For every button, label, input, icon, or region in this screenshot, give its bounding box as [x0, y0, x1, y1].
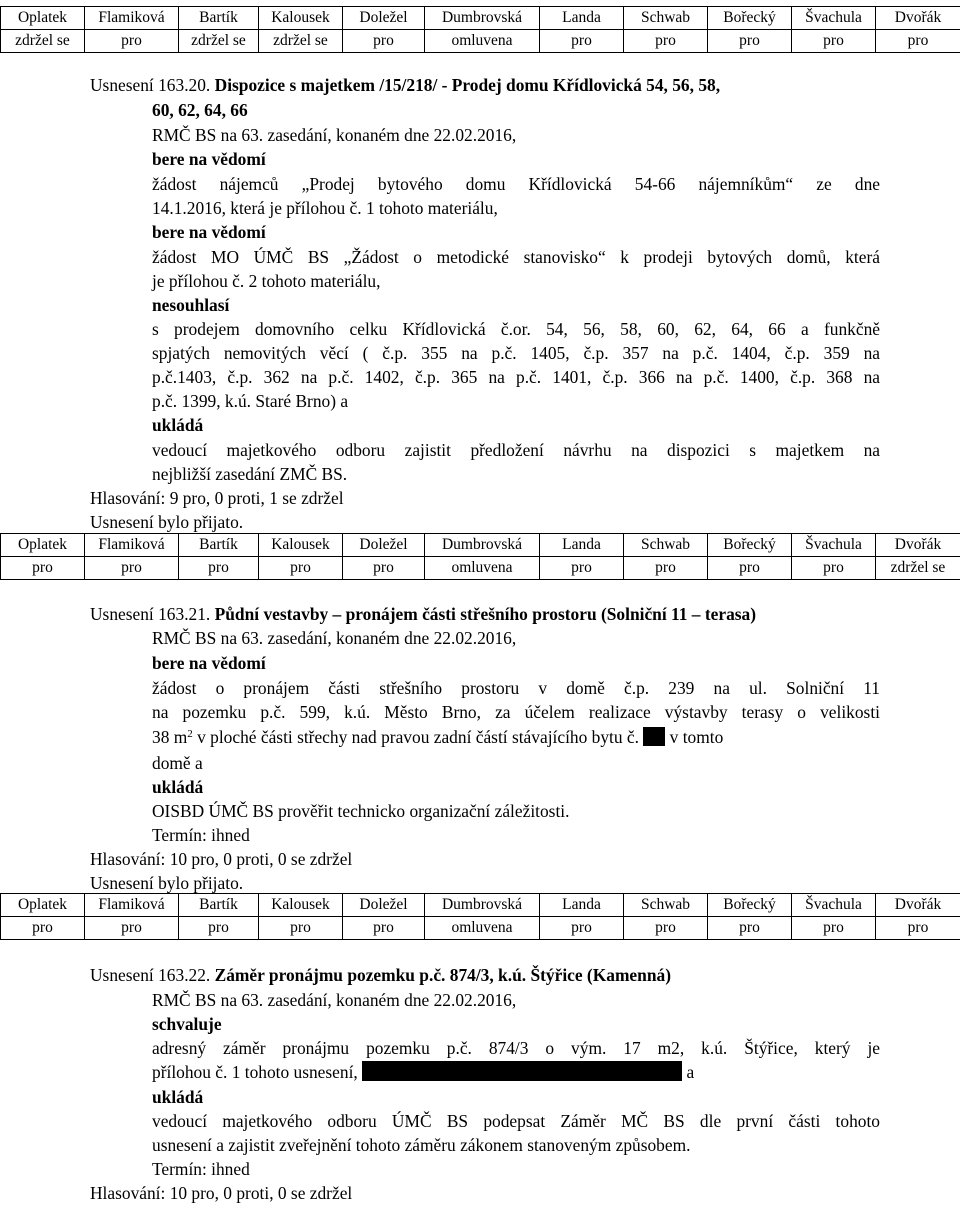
- member-names-row: [1, 894, 960, 917]
- verb-bere-na-vedomi: bere na vědomí: [152, 221, 880, 244]
- vote-cell: zdržel se: [179, 30, 259, 53]
- resolution-163-20-heading: [90, 74, 920, 97]
- member-name-cell: Flamiková: [85, 7, 179, 30]
- vote-cell: pro: [624, 557, 708, 580]
- member-name-cell: Švachula: [792, 7, 876, 30]
- vote-values-row: [1, 917, 960, 940]
- member-name-cell: Doležel: [343, 534, 425, 557]
- member-name-cell: Švachula: [792, 894, 876, 917]
- vote-cell: zdržel se: [1, 30, 85, 53]
- vote-cell: pro: [259, 557, 343, 580]
- text-fragment: a: [682, 1062, 694, 1082]
- voting-result: Hlasování: 9 pro, 0 proti, 1 se zdržel: [90, 487, 920, 510]
- vote-cell: pro: [540, 557, 624, 580]
- vote-values-row: [1, 30, 960, 53]
- vote-cell: pro: [343, 557, 425, 580]
- resolution-163-21-heading: [90, 603, 920, 626]
- vote-cell: pro: [259, 917, 343, 940]
- vote-cell: pro: [85, 557, 179, 580]
- text-line-with-redaction: [152, 1061, 880, 1084]
- member-names-row: [1, 7, 960, 30]
- vote-cell: pro: [540, 30, 624, 53]
- vote-cell: omluvena: [425, 557, 540, 580]
- member-name-cell: Landa: [540, 894, 624, 917]
- redaction-box: [362, 1061, 682, 1081]
- vote-cell: pro: [624, 917, 708, 940]
- vote-cell: pro: [1, 917, 85, 940]
- vote-table-1: [0, 6, 960, 53]
- vote-cell: omluvena: [425, 917, 540, 940]
- member-name-cell: Landa: [540, 7, 624, 30]
- text-line: nejbližší zasedání ZMČ BS.: [152, 463, 880, 486]
- vote-cell: zdržel se: [876, 557, 960, 580]
- member-name-cell: Bořecký: [708, 534, 792, 557]
- text-line: OISBD ÚMČ BS prověřit technicko organizační záležitosti.: [152, 800, 880, 823]
- member-name-cell: Oplatek: [1, 534, 85, 557]
- adopted-status: Usnesení bylo přijato.: [90, 872, 920, 895]
- vote-cell: pro: [343, 917, 425, 940]
- member-name-cell: Bořecký: [708, 7, 792, 30]
- redaction-box: [643, 727, 665, 746]
- text-line: je přílohou č. 2 tohoto materiálu,: [152, 270, 880, 293]
- member-name-cell: Kalousek: [259, 894, 343, 917]
- vote-cell: pro: [343, 30, 425, 53]
- resolution-title: Dispozice s majetkem /15/218/ - Prodej domu Křídlovická 54, 56, 58,: [215, 75, 720, 95]
- vote-cell: pro: [876, 30, 960, 53]
- vote-cell: zdržel se: [259, 30, 343, 53]
- member-name-cell: Oplatek: [1, 7, 85, 30]
- verb-bere-na-vedomi: bere na vědomí: [152, 652, 880, 675]
- resolution-number: Usnesení 163.21.: [90, 604, 210, 624]
- vote-cell: pro: [792, 557, 876, 580]
- member-name-cell: Dvořák: [876, 534, 960, 557]
- resolution-number: Usnesení 163.22.: [90, 965, 210, 985]
- member-name-cell: Bartík: [179, 7, 259, 30]
- resolution-title: Záměr pronájmu pozemku p.č. 874/3, k.ú. Štýřice (Kamenná): [215, 965, 671, 985]
- vote-cell: pro: [179, 917, 259, 940]
- verb-uklada: ukládá: [152, 1086, 880, 1109]
- resolution-number: Usnesení 163.20.: [90, 75, 210, 95]
- text-line: vedoucí majetkového odboru ÚMČ BS podepsat Záměr MČ BS dle první části tohoto: [152, 1110, 880, 1133]
- vote-values-row: [1, 557, 960, 580]
- rmc-meeting-line: RMČ BS na 63. zasedání, konaném dne 22.02.2016,: [152, 124, 880, 147]
- member-name-cell: Schwab: [624, 534, 708, 557]
- vote-cell: pro: [179, 557, 259, 580]
- rmc-meeting-line: RMČ BS na 63. zasedání, konaném dne 22.02.2016,: [152, 989, 880, 1012]
- text-line: s prodejem domovního celku Křídlovická č.or. 54, 56, 58, 60, 62, 64, 66 a funkčně: [152, 318, 880, 341]
- rmc-meeting-line: RMČ BS na 63. zasedání, konaném dne 22.02.2016,: [152, 627, 880, 650]
- text-line: 14.1.2016, která je přílohou č. 1 tohoto materiálu,: [152, 197, 880, 220]
- member-name-cell: Schwab: [624, 894, 708, 917]
- text-fragment: 38 m: [152, 727, 187, 747]
- member-name-cell: Flamiková: [85, 534, 179, 557]
- vote-cell: pro: [792, 917, 876, 940]
- text-line: usnesení a zajistit zveřejnění tohoto záměru zákonem stanoveným způsobem.: [152, 1134, 880, 1157]
- verb-schvaluje: schvaluje: [152, 1013, 880, 1036]
- text-line-with-redaction: [152, 726, 880, 749]
- text-line: spjatých nemovitých věcí ( č.p. 355 na p.č. 1405, č.p. 357 na p.č. 1404, č.p. 359 na: [152, 342, 880, 365]
- member-name-cell: Kalousek: [259, 7, 343, 30]
- member-name-cell: Dvořák: [876, 894, 960, 917]
- vote-cell: pro: [85, 30, 179, 53]
- verb-nesouhlasi: nesouhlasí: [152, 294, 880, 317]
- member-name-cell: Landa: [540, 534, 624, 557]
- vote-cell: pro: [85, 917, 179, 940]
- text-line: na pozemku p.č. 599, k.ú. Město Brno, za účelem realizace výstavby terasy o velikosti: [152, 701, 880, 724]
- member-name-cell: Schwab: [624, 7, 708, 30]
- vote-table-2: [0, 533, 960, 580]
- member-names-row: [1, 534, 960, 557]
- member-name-cell: Bořecký: [708, 894, 792, 917]
- text-line: p.č.1403, č.p. 362 na p.č. 1402, č.p. 365 na p.č. 1401, č.p. 366 na p.č. 1400, č.p. 368 na: [152, 366, 880, 389]
- text-line: žádost nájemců „Prodej bytového domu Křídlovická 54-66 nájemníkům“ ze dne: [152, 173, 880, 196]
- superscript: 2: [187, 728, 193, 740]
- vote-cell: pro: [1, 557, 85, 580]
- vote-table-3: [0, 893, 960, 940]
- vote-cell: pro: [708, 917, 792, 940]
- member-name-cell: Bartík: [179, 534, 259, 557]
- text-fragment: v ploché části střechy nad pravou zadní částí stávajícího bytu č.: [193, 727, 644, 747]
- member-name-cell: Bartík: [179, 894, 259, 917]
- verb-uklada: ukládá: [152, 414, 880, 437]
- vote-cell: pro: [876, 917, 960, 940]
- voting-result: Hlasování: 10 pro, 0 proti, 0 se zdržel: [90, 1182, 920, 1205]
- text-line: p.č. 1399, k.ú. Staré Brno) a: [152, 390, 880, 413]
- member-name-cell: Flamiková: [85, 894, 179, 917]
- vote-cell: pro: [624, 30, 708, 53]
- vote-cell: pro: [708, 557, 792, 580]
- resolution-163-22-heading: [90, 964, 920, 987]
- member-name-cell: Doležel: [343, 894, 425, 917]
- deadline: Termín: ihned: [152, 1158, 880, 1181]
- text-line: žádost MO ÚMČ BS „Žádost o metodické stanovisko“ k prodeji bytových domů, která: [152, 246, 880, 269]
- resolution-title: Půdní vestavby – pronájem části střešního prostoru (Solniční 11 – terasa): [215, 604, 756, 624]
- text-line: vedoucí majetkového odboru zajistit předložení návrhu na dispozici s majetkem na: [152, 439, 880, 462]
- text-line: žádost o pronájem části střešního prostoru v domě č.p. 239 na ul. Solniční 11: [152, 677, 880, 700]
- text-fragment: přílohou č. 1 tohoto usnesení,: [152, 1062, 362, 1082]
- vote-cell: pro: [540, 917, 624, 940]
- resolution-title-cont: 60, 62, 64, 66: [152, 99, 880, 122]
- vote-cell: pro: [792, 30, 876, 53]
- vote-cell: pro: [708, 30, 792, 53]
- text-line: adresný záměr pronájmu pozemku p.č. 874/3 o vým. 17 m2, k.ú. Štýřice, který je: [152, 1037, 880, 1060]
- member-name-cell: Dvořák: [876, 7, 960, 30]
- member-name-cell: Dumbrovská: [425, 7, 540, 30]
- text-line: domě a: [152, 752, 880, 775]
- vote-cell: omluvena: [425, 30, 540, 53]
- verb-uklada: ukládá: [152, 776, 880, 799]
- member-name-cell: Dumbrovská: [425, 894, 540, 917]
- member-name-cell: Doležel: [343, 7, 425, 30]
- voting-result: Hlasování: 10 pro, 0 proti, 0 se zdržel: [90, 848, 920, 871]
- member-name-cell: Kalousek: [259, 534, 343, 557]
- member-name-cell: Švachula: [792, 534, 876, 557]
- deadline: Termín: ihned: [152, 824, 880, 847]
- verb-bere-na-vedomi: bere na vědomí: [152, 148, 880, 171]
- text-fragment: v tomto: [665, 727, 723, 747]
- member-name-cell: Dumbrovská: [425, 534, 540, 557]
- adopted-status: Usnesení bylo přijato.: [90, 511, 920, 534]
- member-name-cell: Oplatek: [1, 894, 85, 917]
